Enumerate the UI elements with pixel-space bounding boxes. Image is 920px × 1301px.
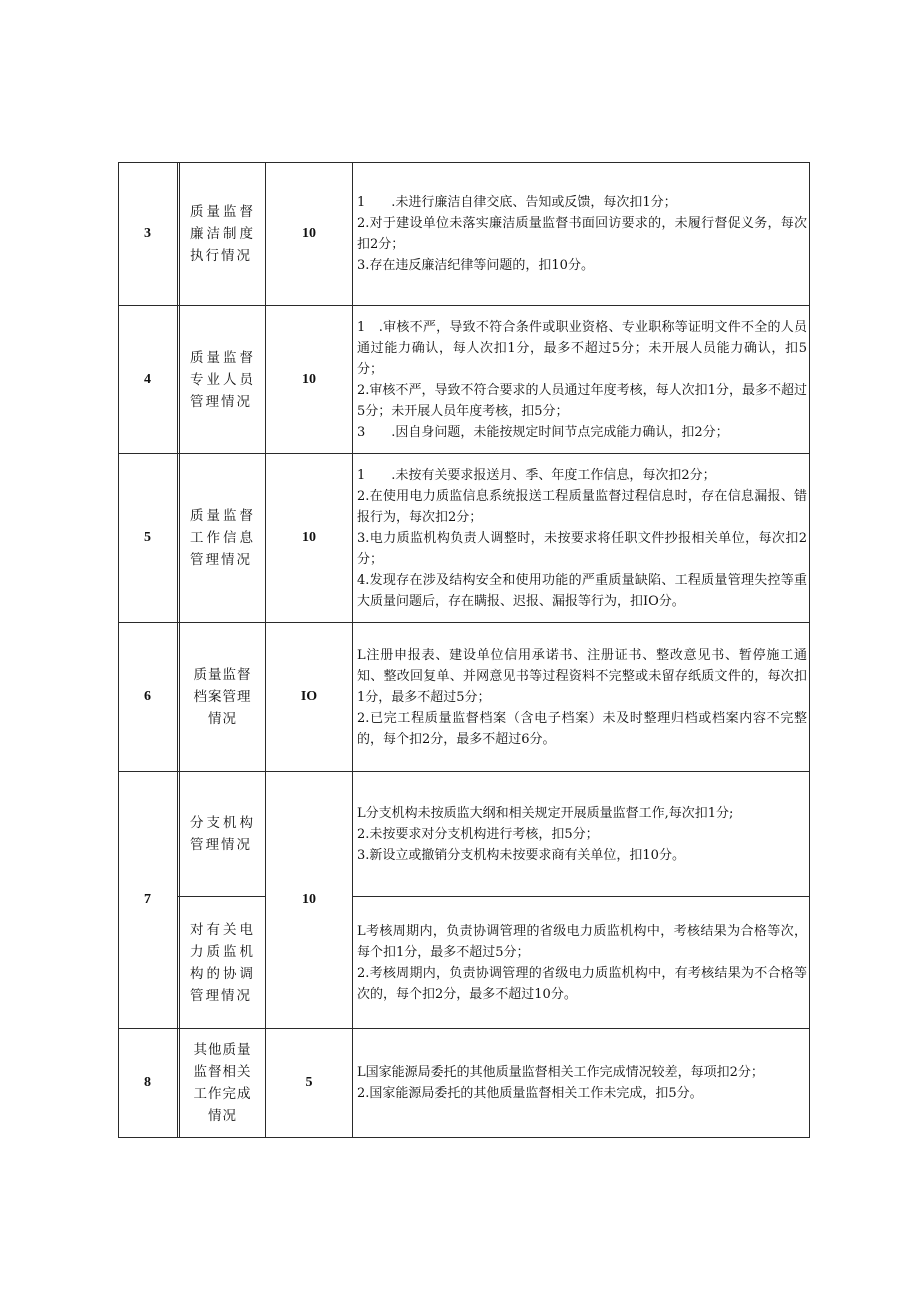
criterion-name: 质量监督廉洁制度执行情况 xyxy=(190,203,255,264)
rule-item: 2.考核周期内，负责协调管理的省级电力质监机构中，有考核结果为不合格等次的，每个扣2分，最多不超过10分。 xyxy=(357,965,807,1002)
criterion-name: 其他质量监督相关工作完成情况 xyxy=(193,1042,252,1124)
criterion-name: 质量监督专业人员管理情况 xyxy=(190,349,255,410)
rule-item: 2.国家能源局委托的其他质量监督相关工作未完成，扣5分。 xyxy=(357,1086,703,1101)
row-number: 6 xyxy=(144,689,151,704)
score-value: IO xyxy=(300,689,318,704)
rule-item: L分支机构未按质监大纲和相关规定开展质量监督工作,每次扣1分; xyxy=(357,805,734,821)
col-divider xyxy=(177,162,178,1138)
score-value: 10 xyxy=(302,530,316,545)
rule-item: 2.在使用电力质监信息系统报送工程质量监督过程信息时，存在信息漏报、错报行为，每次扣2分； xyxy=(357,488,807,525)
rule-item: L注册申报表、建设单位信用承诺书、注册证书、整改意见书、暂停施工通知、整改回复单、并网意见书等过程资料不完整或未留存纸质文件的，每次扣1分，最多不超过5分； xyxy=(357,647,807,705)
rule-item: 1 .未按有关要求报送月、季、年度工作信息，每次扣2分； xyxy=(357,467,716,483)
deduction-rules xyxy=(353,623,809,771)
criterion-name: 对有关电力质监机构的协调管理情况 xyxy=(190,921,255,1004)
row-number: 8 xyxy=(144,1075,151,1090)
rule-item: 3.存在违反廉洁纪律等问题的，扣10分。 xyxy=(357,257,594,273)
deduction-rules xyxy=(353,162,809,305)
deduction-rules xyxy=(353,772,809,896)
rule-item: 2.对于建设单位未落实廉洁质量监督书面回访要求的，未履行督促义务，每次扣2分； xyxy=(357,215,807,252)
rule-item: 3 .因自身问题，未能按规定时间节点完成能力确认，扣2分； xyxy=(357,424,729,440)
rule-item: L考核周期内，负责协调管理的省级电力质监机构中，考核结果为合格等次，每个扣1分，最多不超过5分； xyxy=(357,923,807,960)
score-value: 10 xyxy=(302,371,316,387)
rule-item: 1 .审核不严，导致不符合条件或职业资格、专业职称等证明文件不全的人员通过能力确认，每人次扣1分，最多不超过5分；未开展人员能力确认，扣5分； xyxy=(357,319,807,377)
score-value: 10 xyxy=(302,892,316,907)
row-number: 3 xyxy=(144,225,151,241)
deduction-rules xyxy=(353,1029,809,1137)
row-number: 5 xyxy=(144,530,151,545)
rule-item: 3.电力质监机构负责人调整时，未按要求将任职文件抄报相关单位，每次扣2分； xyxy=(357,530,807,567)
score-value: 10 xyxy=(302,225,316,241)
deduction-rules xyxy=(353,454,809,622)
table-right-border xyxy=(809,162,810,1138)
rule-item: L国家能源局委托的其他质量监督相关工作完成情况较差，每项扣2分； xyxy=(357,1065,764,1080)
score-value: 5 xyxy=(305,1075,313,1090)
row-number: 4 xyxy=(144,371,151,387)
rule-item: 1 .未进行廉洁自律交底、告知或反馈，每次扣1分； xyxy=(357,194,677,210)
criterion-name: 分支机构管理情况 xyxy=(190,815,255,853)
rule-item: 2.已完工程质量监督档案（含电子档案）未及时整理归档或档案内容不完整的，每个扣2分，最多不超过6分。 xyxy=(357,710,807,747)
row-number: 7 xyxy=(144,892,151,907)
criterion-name: 质量监督工作信息管理情况 xyxy=(190,508,255,568)
rule-item: 2.审核不严，导致不符合要求的人员通过年度考核，每人次扣1分，最多不超过5分；未开展人员年度考核，扣5分； xyxy=(357,382,807,419)
rule-item: 2.未按要求对分支机构进行考核，扣5分； xyxy=(357,826,599,842)
rule-item: 3.新设立或撤销分支机构未按要求商有关单位，扣10分。 xyxy=(357,847,685,863)
deduction-rules xyxy=(353,897,809,1028)
table-bottom-border xyxy=(118,1137,810,1138)
rule-item: 4.发现存在涉及结构安全和使用功能的严重质量缺陷、工程质量管理失控等重大质量问题后，存在瞒报、迟报、漏报等行为，扣IO分。 xyxy=(357,572,807,609)
evaluation-table xyxy=(118,162,810,1138)
criterion-name: 质量监督档案管理情况 xyxy=(193,667,252,727)
deduction-rules xyxy=(353,306,809,453)
